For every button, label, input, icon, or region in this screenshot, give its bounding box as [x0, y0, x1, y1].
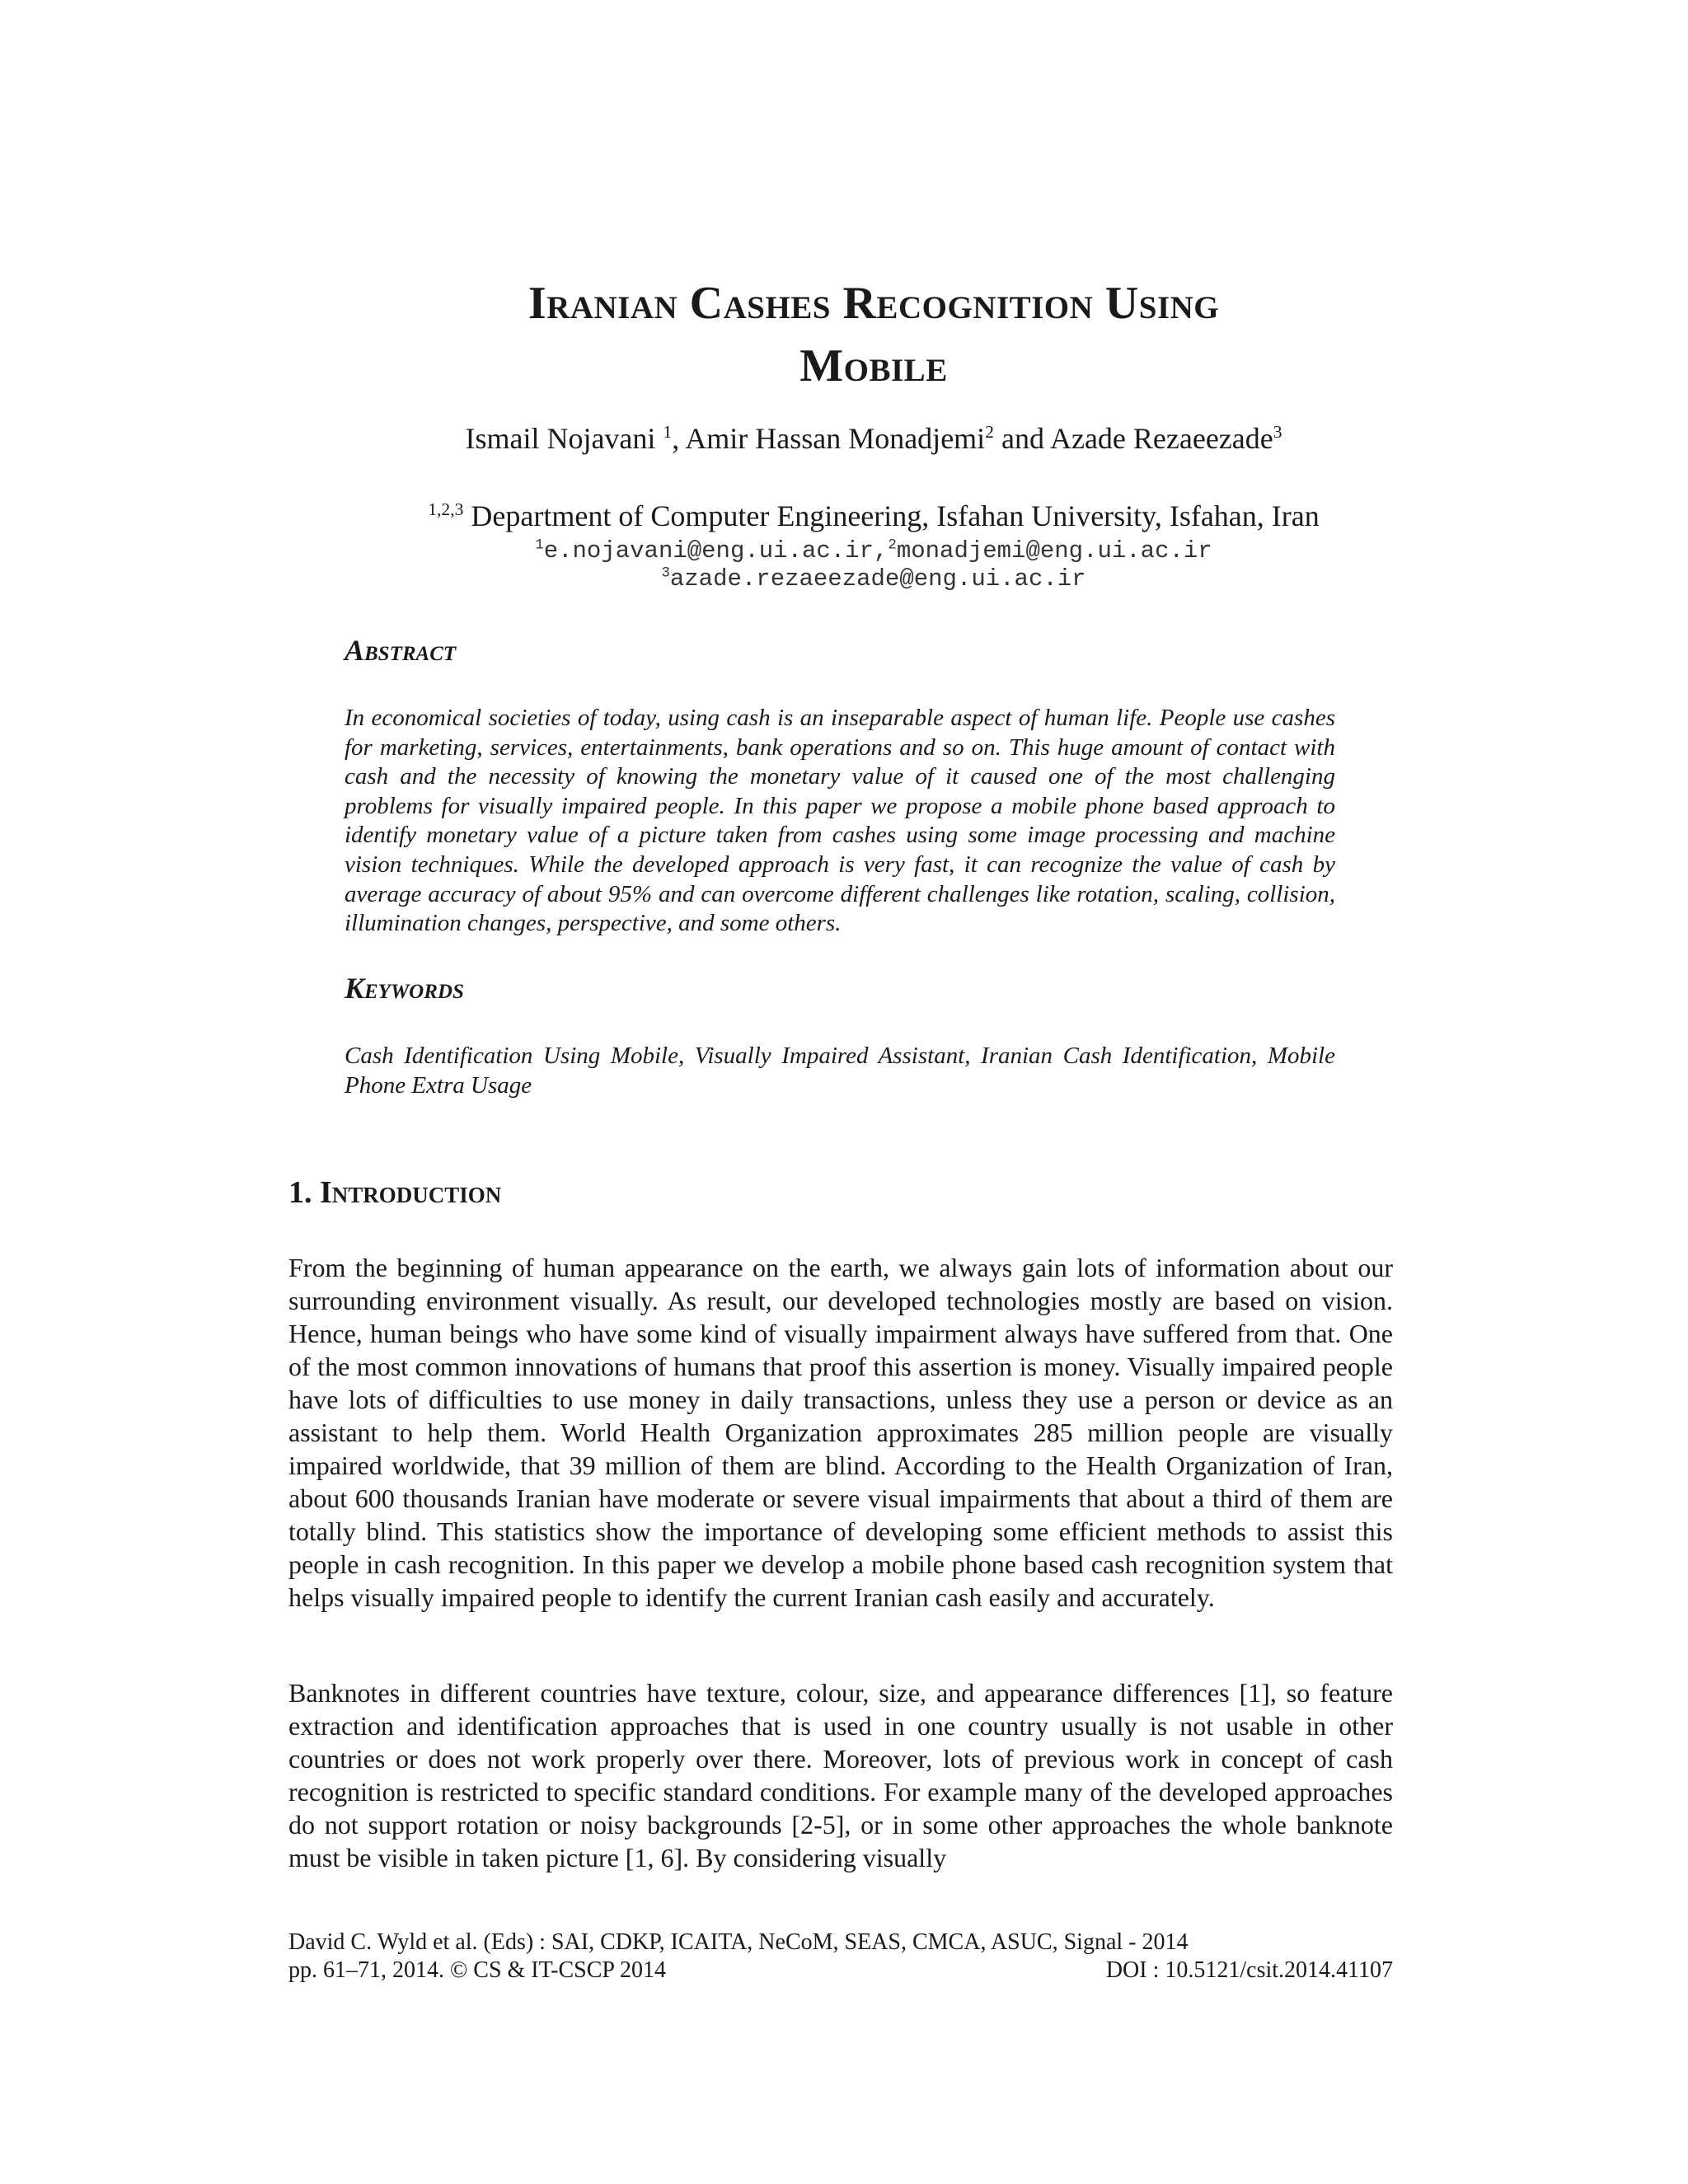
introduction-heading: 1. Introduction	[288, 1175, 502, 1210]
abstract-heading: Abstract	[345, 634, 457, 667]
email-line-2	[288, 565, 1459, 593]
affiliation-sup: 1,2,3	[428, 499, 464, 519]
title-line-1: Iranian Cashes Recognition Using	[528, 278, 1220, 329]
email-1: e.nojavani@eng.ui.ac.ir,	[543, 537, 889, 565]
footer-editors: David C. Wyld et al. (Eds) : SAI, CDKP, ICAITA, NeCoM, SEAS, CMCA, ASUC, Signal - 2014	[288, 1929, 1189, 1955]
email-line-1	[288, 537, 1459, 565]
affiliation	[288, 498, 1459, 534]
email-2-sup: 2	[888, 537, 897, 554]
introduction-paragraph-1: From the beginning of human appearance on the earth, we always gain lots of information about our surrounding environment visually. As result, our developed technologies mostly are based on vision. Hence, human beings who have some kind of visually impairment always have suffered from that. One of the most common innovations of humans that proof this assertion is money. Visually impaired people have lots of difficulties to use money in daily transactions, unless they use a person or device as an assistant to help them. World Health Organization approximates 285 million people are visually impaired worldwide, that 39 million of them are blind. According to the Health Organization of Iran, about 600 thousands Iranian have moderate or severe visual impairments that about a third of them are totally blind. This statistics show the importance of developing some efficient methods to assist this people in cash recognition. In this paper we develop a mobile phone based cash recognition system that helps visually impaired people to identify the current Iranian cash easily and accurately.	[288, 1253, 1393, 1612]
title-line-2: Mobile	[799, 340, 948, 391]
email-3-sup: 3	[661, 565, 670, 582]
footer-pages: pp. 61–71, 2014. © CS & IT-CSCP 2014	[288, 1957, 666, 1983]
author-list	[288, 420, 1459, 457]
paper-title	[288, 272, 1459, 397]
author-3-sup: 3	[1273, 422, 1282, 442]
affiliation-text: Department of Computer Engineering, Isfahan University, Isfahan, Iran	[463, 499, 1320, 532]
email-1-sup: 1	[535, 537, 544, 554]
footer-doi: DOI : 10.5121/csit.2014.41107	[1105, 1957, 1393, 1983]
author-1-name: Ismail Nojavani	[465, 422, 663, 455]
author-1-sup: 1	[663, 422, 673, 442]
author-3-name: and Azade Rezaeezade	[993, 422, 1273, 455]
author-2-sup: 2	[985, 422, 994, 442]
author-2-name: , Amir Hassan Monadjemi	[672, 422, 986, 455]
email-2: monadjemi@eng.ui.ac.ir	[896, 537, 1212, 565]
keywords-heading: Keywords	[345, 972, 464, 1005]
keywords-text: Cash Identification Using Mobile, Visually Impaired Assistant, Iranian Cash Identification, Mobile Phone Extra Usage	[345, 1043, 1335, 1099]
introduction-paragraph-2: Banknotes in different countries have texture, colour, size, and appearance differences [1], so feature extraction and identification approaches that is used in one country usually is not usable in other countries or does not work properly over there. Moreover, lots of previous work in concept of cash recognition is restricted to specific standard conditions. For example many of the developed approaches do not support rotation or noisy backgrounds [2-5], or in some other approaches the whole banknote must be visible in taken picture [1, 6]. By considering visually	[288, 1678, 1393, 1872]
email-3: azade.rezaeezade@eng.ui.ac.ir	[669, 565, 1086, 593]
abstract-text: In economical societies of today, using cash is an inseparable aspect of human life. People use cashes for marketing, services, entertainments, bank operations and so on. This huge amount of contact with cash and the necessity of knowing the monetary value of it caused one of the most challenging problems for visually impaired people. In this paper we propose a mobile phone based approach to identify monetary value of a picture taken from cashes using some image processing and machine vision techniques. While the developed approach is very fast, it can recognize the value of cash by average accuracy of about 95% and can overcome different challenges like rotation, scaling, collision, illumination changes, perspective, and some others.	[345, 705, 1335, 937]
